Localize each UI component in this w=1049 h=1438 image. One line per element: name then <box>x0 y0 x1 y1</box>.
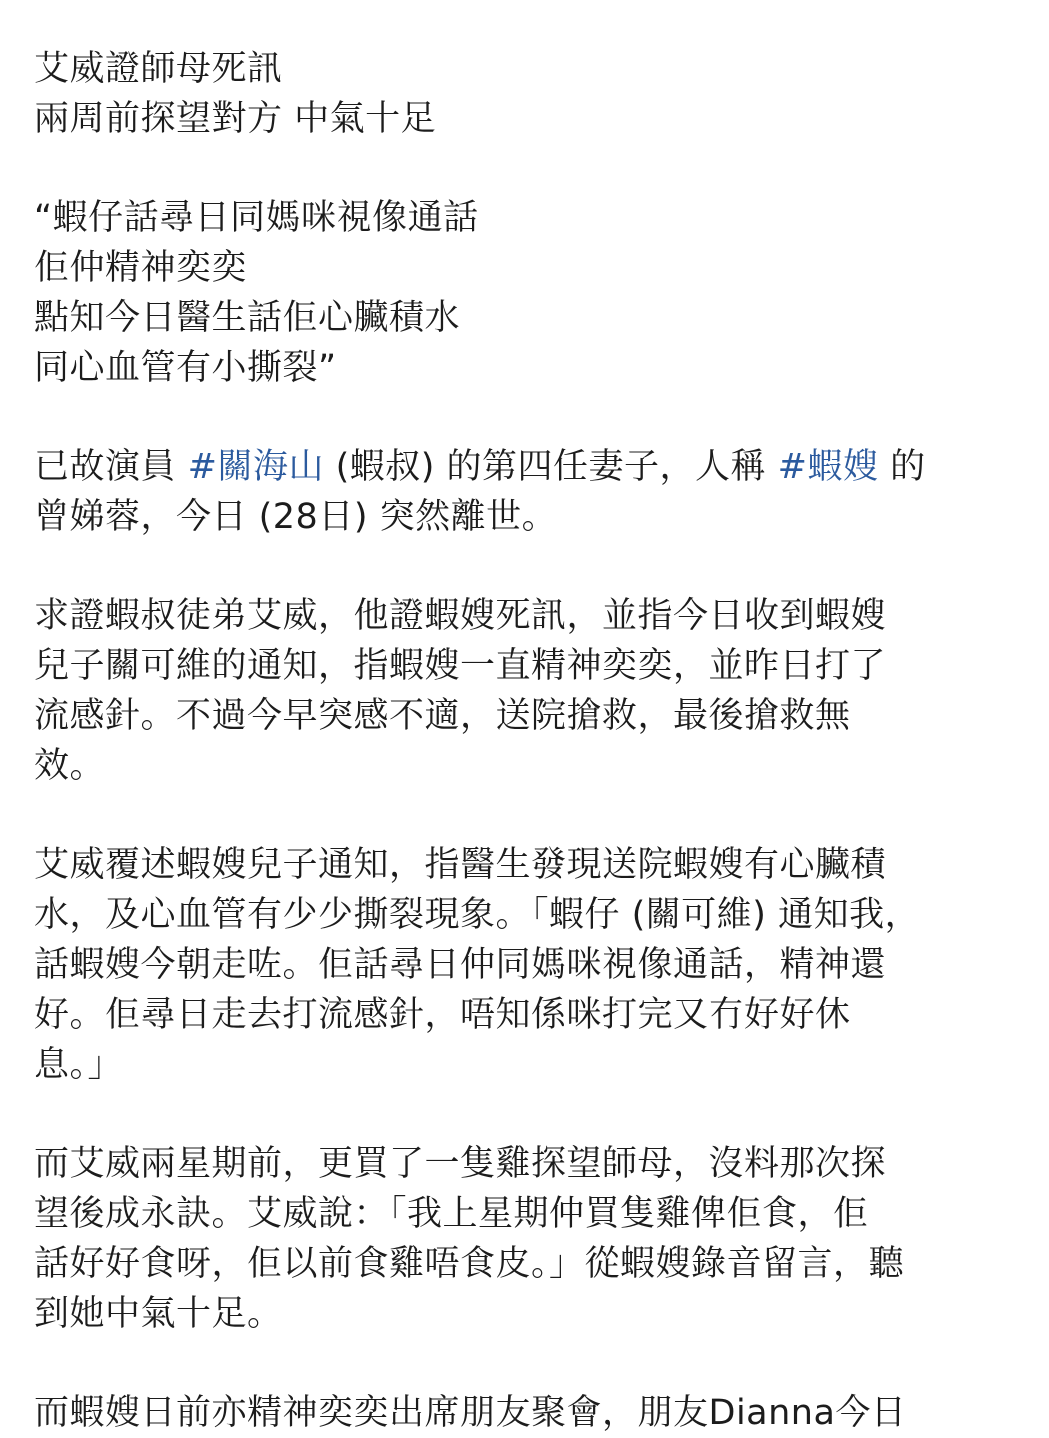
hashtag-link-ha-so[interactable]: #蝦嫂 <box>777 447 879 487</box>
hashtag-link-kwan-hoi-shan[interactable]: #關海山 <box>187 447 324 487</box>
paragraph-4-line-3: 話好好食呀，佢以前食雞唔食皮。」從蝦嫂錄音留言，聽 <box>34 1244 905 1284</box>
quote-line-2: 佢仲精神奕奕 <box>34 248 248 288</box>
paragraph-4-line-4: 到她中氣十足。 <box>34 1294 283 1334</box>
paragraph-3-line-2: 水，及心血管有少少撕裂現象。「蝦仔 (關可維) 通知我， <box>34 895 921 935</box>
paragraph-2-line-3: 流感針。不過今早突感不適，送院搶救，最後搶救無 <box>34 696 851 736</box>
paragraph-text: 已故演員 <box>34 447 188 487</box>
paragraph-3-line-3: 話蝦嫂今朝走咗。佢話尋日仲同媽咪視像通話，精神還 <box>34 945 887 985</box>
paragraph-4-line-1: 而艾威兩星期前，更買了一隻雞探望師母，沒料那次探 <box>34 1144 887 1184</box>
paragraph-3-line-4: 好。佢尋日走去打流感針，唔知係咪打完又冇好好休 <box>34 995 851 1035</box>
paragraph-2-line-2: 兒子關可維的通知，指蝦嫂一直精神奕奕，並昨日打了 <box>34 646 887 686</box>
headline-line-1: 艾威證師母死訊 <box>34 49 283 89</box>
quote-line-3: 點知今日醫生話佢心臟積水 <box>34 298 461 338</box>
paragraph-3-line-1: 艾威覆述蝦嫂兒子通知，指醫生發現送院蝦嫂有心臟積 <box>34 845 887 885</box>
quote-line-4: 同心血管有小撕裂” <box>34 348 337 388</box>
paragraph-text: 的 <box>878 447 926 487</box>
paragraph-3-line-5: 息。」 <box>34 1045 124 1085</box>
paragraph-2-line-4: 效。 <box>34 746 106 786</box>
headline-line-2: 兩周前探望對方 中氣十足 <box>34 99 437 139</box>
paragraph-4-line-2: 望後成永訣。艾威說：「我上星期仲買隻雞俾佢食，佢 <box>34 1194 869 1234</box>
paragraph-5-line-1: 而蝦嫂日前亦精神奕奕出席朋友聚會，朋友Dianna今日 <box>34 1393 907 1433</box>
quote-line-1: “蝦仔話尋日同媽咪視像通話 <box>34 198 479 238</box>
paragraph-2-line-1: 求證蝦叔徒弟艾威，他證蝦嫂死訊，並指今日收到蝦嫂 <box>34 596 887 636</box>
paragraph-text: (蝦叔) 的第四任妻子，人稱 <box>323 447 778 487</box>
article-body <box>34 44 1024 1438</box>
paragraph-1-line-2: 曾娣蓉，今日 (28日) 突然離世。 <box>34 497 558 537</box>
paragraph-1-line-1 <box>34 442 1024 492</box>
